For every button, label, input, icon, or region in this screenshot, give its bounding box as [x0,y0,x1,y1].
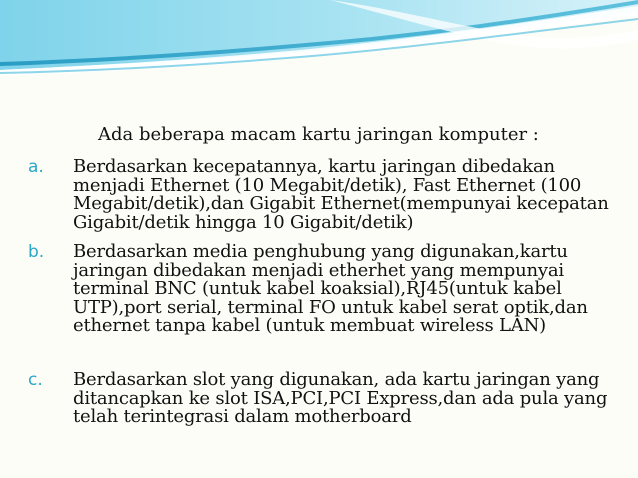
header-wave-decoration [0,0,638,80]
list-marker: c. [28,370,43,390]
list-item-text: Berdasarkan slot yang digunakan, ada kartu jaringan yang ditancapkan ke slot ISA,PCI,PCI Express,dan ada pula yang telah terintegrasi dalam motherboard [73,369,608,427]
list-marker: a. [28,157,44,177]
list-item-text: Berdasarkan media penghubung yang digunakan,kartu jaringan dibedakan menjadi etherhet yang mempunyai terminal BNC (untuk kabel koaksial),RJ45(untuk kabel UTP),port serial, terminal FO untuk kabel serat optik,dan ethernet tanpa kabel (untuk membuat wireless LAN) [73,241,588,336]
list-item-text: Berdasarkan kecepatannya, kartu jaringan dibedakan menjadi Ethernet (10 Megabit/detik), Fast Ethernet (100 Megabit/detik),dan Gigabit Ethernet(mempunyai kecepatan Gigabit/detik hingga 10 Gigabit/detik) [73,156,609,233]
intro-text: Ada beberapa macam kartu jaringan komputer : [98,124,539,145]
list-marker: b. [28,242,45,262]
